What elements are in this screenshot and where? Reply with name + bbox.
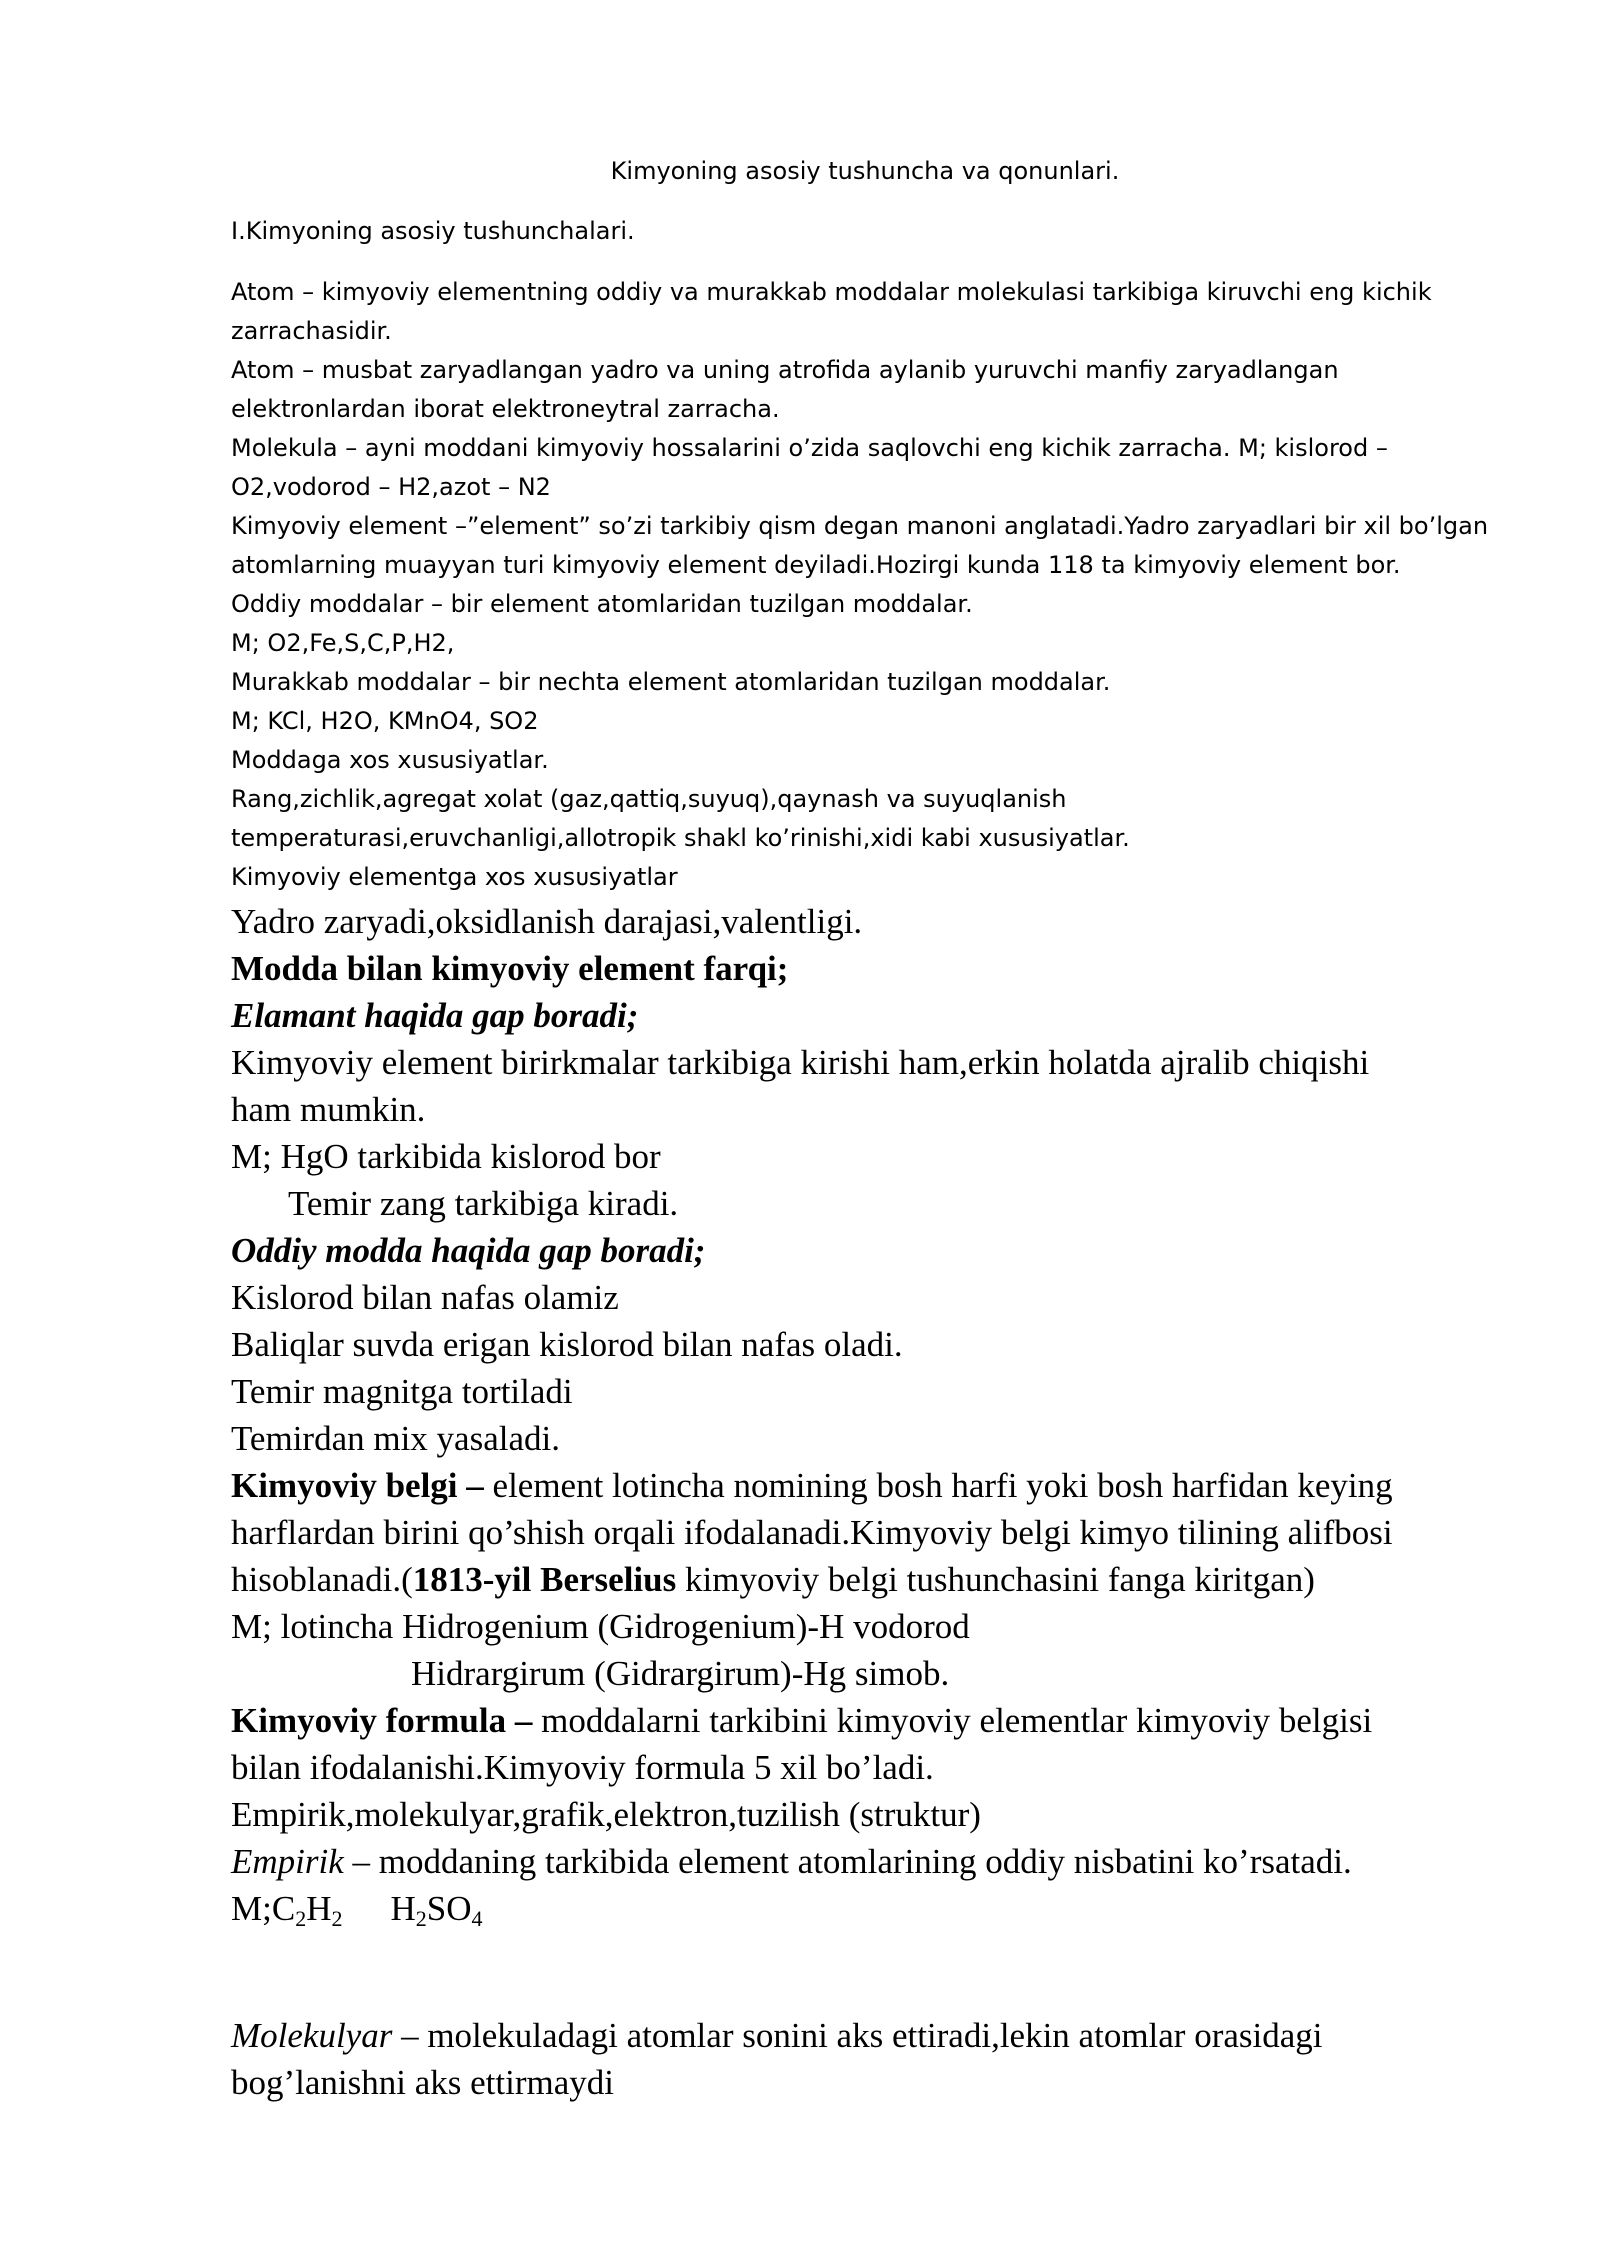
example-line: M; HgO tarkibida kislorod bor bbox=[231, 1137, 661, 1176]
symbol-text: element lotincha nomining bosh harfi yoki bosh harfidan keying bbox=[483, 1466, 1393, 1505]
element-text-line: Kimyoviy element birirkmalar tarkibiga kirishi ham,erkin holatda ajralib chiqishi bbox=[231, 1043, 1370, 1082]
example-line: Temir magnitga tortiladi bbox=[231, 1372, 573, 1411]
subscript: 2 bbox=[295, 1906, 307, 1931]
molecular-text: – molekuladagi atomlar sonini aks ettiradi,lekin atomlar orasidagi bbox=[392, 2016, 1323, 2055]
example-line: M; lotincha Hidrogenium (Gidrogenium)-H vodorod bbox=[231, 1607, 970, 1646]
symbol-text: kimyoviy belgi tushunchasini fanga kiritgan) bbox=[676, 1560, 1315, 1599]
definition-line: O2,vodorod – H2,azot – N2 bbox=[231, 473, 551, 501]
difference-heading: Modda bilan kimyoviy element farqi; bbox=[231, 949, 789, 988]
definition-line: zarrachasidir. bbox=[231, 317, 392, 345]
element-text-line: ham mumkin. bbox=[231, 1090, 426, 1129]
symbol-definition-line bbox=[231, 1462, 1501, 1509]
subscript: 2 bbox=[415, 1906, 427, 1931]
definition-line: temperaturasi,eruvchanligi,allotropik shakl ko’rinishi,xidi kabi xususiyatlar. bbox=[231, 824, 1130, 852]
title-text: Kimyoning asosiy tushuncha va qonunlari. bbox=[610, 157, 1120, 185]
formula-example: SO bbox=[426, 1889, 472, 1928]
molecular-definition-line: bog’lanishni aks ettirmaydi bbox=[231, 2063, 614, 2102]
symbol-text: hisoblanadi.( bbox=[231, 1560, 413, 1599]
example-line: Temir zang tarkibiga kiradi. bbox=[288, 1184, 679, 1223]
symbol-term: Kimyoviy belgi – bbox=[231, 1466, 484, 1505]
formula-term: Kimyoviy formula – bbox=[231, 1701, 533, 1740]
formula-definition-line: bilan ifodalanishi.Kimyoviy formula 5 xil bo’ladi. bbox=[231, 1748, 934, 1787]
definition-line: M; O2,Fe,S,C,P,H2, bbox=[231, 629, 455, 657]
example-line: Kislorod bilan nafas olamiz bbox=[231, 1278, 619, 1317]
serif-block bbox=[231, 898, 1501, 1942]
definition-line: Rang,zichlik,agregat xolat (gaz,qattiq,suyuq),qaynash va suyuqlanish bbox=[231, 785, 1067, 813]
subscript: 2 bbox=[331, 1906, 343, 1931]
document-title bbox=[0, 152, 1600, 191]
empirical-definition-line bbox=[231, 1838, 1501, 1885]
subscript: 4 bbox=[471, 1906, 483, 1931]
example-line: Temirdan mix yasaladi. bbox=[231, 1419, 560, 1458]
symbol-definition-line bbox=[231, 1556, 1501, 1603]
element-properties-line: Yadro zaryadi,oksidlanish darajasi,valentligi. bbox=[231, 902, 863, 941]
definition-line: Molekula – ayni moddani kimyoviy hossalarini o’zida saqlovchi eng kichik zarracha. M; kislorod – bbox=[231, 434, 1388, 462]
formula-example: H bbox=[306, 1889, 332, 1928]
formula-example: H bbox=[390, 1889, 416, 1928]
empirical-text: – moddaning tarkibida element atomlarining oddiy nisbatini ko’rsatadi. bbox=[343, 1842, 1352, 1881]
formula-text: moddalarni tarkibini kimyoviy elementlar kimyoviy belgisi bbox=[532, 1701, 1373, 1740]
example-line: Baliqlar suvda erigan kislorod bilan nafas oladi. bbox=[231, 1325, 903, 1364]
simple-substance-subheading: Oddiy modda haqida gap boradi; bbox=[231, 1231, 706, 1270]
definition-line: Atom – musbat zaryadlangan yadro va uning atrofida aylanib yuruvchi manfiy zaryadlangan bbox=[231, 356, 1339, 384]
element-subheading: Elamant haqida gap boradi; bbox=[231, 996, 639, 1035]
molecular-definition-line bbox=[231, 2012, 1501, 2059]
definitions-block bbox=[231, 273, 1501, 897]
definition-line: Moddaga xos xususiyatlar. bbox=[231, 746, 549, 774]
definition-line: Kimyoviy elementga xos xusᴜsiyatlar bbox=[231, 863, 678, 891]
empirical-term: Empirik bbox=[231, 1842, 344, 1881]
definition-line: Atom – kimyoviy elementning oddiy va murakkab moddalar molekulasi tarkibiga kiruvchi eng kichik bbox=[231, 278, 1432, 306]
molecular-term: Molekulyar bbox=[231, 2016, 393, 2055]
molecular-block bbox=[231, 2012, 1501, 2106]
definition-line: Murakkab moddalar – bir nechta element atomlaridan tuzilgan moddalar. bbox=[231, 668, 1111, 696]
formula-types-line: Empirik,molekulyar,grafik,elektron,tuzilish (struktur) bbox=[231, 1795, 981, 1834]
definition-line: Oddiy moddalar – bir element atomlaridan tuzilgan moddalar. bbox=[231, 590, 973, 618]
definition-line: elektronlardan iborat elektroneytral zarracha. bbox=[231, 395, 780, 423]
definition-line: Kimyoviy element –”element” so’zi tarkibiy qism degan manoni anglatadi.Yadro zaryadlari bir xil bo’lgan bbox=[231, 512, 1489, 540]
section-heading: I.Kimyoning asosiy tushunchalari. bbox=[231, 217, 635, 245]
formula-example-line bbox=[231, 1885, 1501, 1942]
symbol-definition-line: harflardan birini qo’shish orqali ifodalanadi.Kimyoviy belgi kimyo tilining alifbosi bbox=[231, 1513, 1393, 1552]
formula-definition-line bbox=[231, 1697, 1501, 1744]
definition-line: M; KCl, H2O, KMnO4, SO2 bbox=[231, 707, 539, 735]
berzelius-reference: 1813-yil Berselius bbox=[412, 1560, 677, 1599]
formula-example: M;C bbox=[231, 1889, 296, 1928]
example-line: Hidrargirum (Gidrargirum)-Hg simob. bbox=[411, 1654, 950, 1693]
definition-line: atomlarning muayyan turi kimyoviy element deyiladi.Hozirgi kunda 118 ta kimyoviy element bor. bbox=[231, 551, 1401, 579]
